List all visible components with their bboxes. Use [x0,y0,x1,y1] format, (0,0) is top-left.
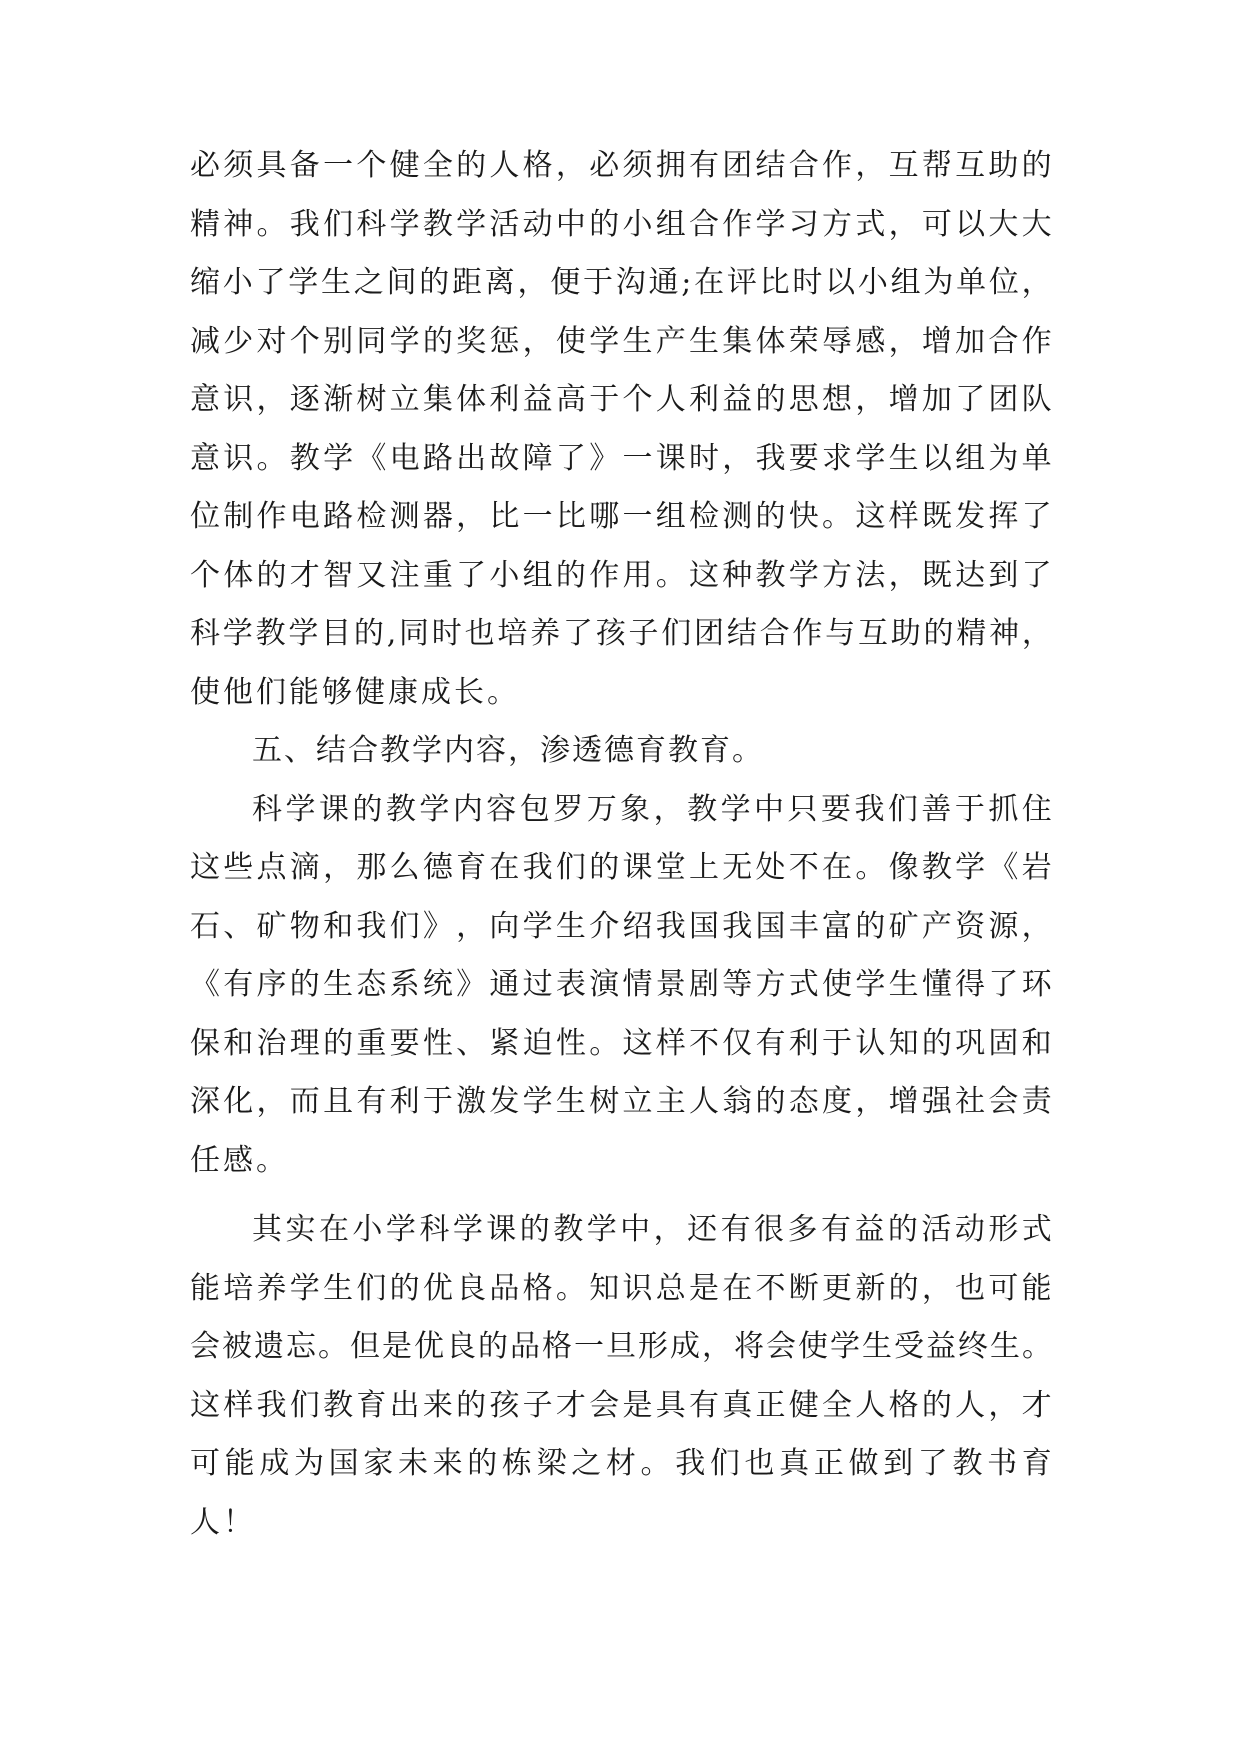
text-line: 意 识 ， 逐 渐 树 立 集 体 利 益 高 于 个 人 利 益 的 思 想 ， 增 加 了 团 队 [190,382,1052,417]
text-line: 意 识 。 教 学 《 电 路 出 故 障 了 》 一 课 时 ， 我 要 求 学 生 以 组 为 单 [190,440,1052,476]
text-line: 必 须 具 备 一 个 健 全 的 人 格 ， 必 须 拥 有 团 结 合 作 ， 互 帮 互 助 的 [190,148,1052,183]
text-line: 个 体 的 才 智 又 注 重 了 小 组 的 作 用 。 这 种 教 学 方 法 ， 既 达 到 了 [190,557,1052,593]
text-line: 位 制 作 电 路 检 测 器 ， 比 一 比 哪 一 组 检 测 的 快 。 这 样 既 发 挥 了 [190,499,1052,534]
text-line: 使他们能够健康成长。 [190,674,520,710]
text-line: 保 和 治 理 的 重 要 性 、 紧 迫 性 。 这 样 不 仅 有 利 于 认 知 的 巩 固 和 [190,1025,1052,1061]
text-line: 减 少 对 个 别 同 学 的 奖 惩 ， 使 学 生 产 生 集 体 荣 辱 感 ， 增 加 合 作 [190,323,1052,359]
text-line: 其 实 在 小 学 科 学 课 的 教 学 中 ， 还 有 很 多 有 益 的 活 动 形 式 [252,1212,1052,1247]
text-line: 石 、 矿 物 和 我 们 》 ， 向 学 生 介 绍 我 国 我 国 丰 富 的 矿 产 资 源 ， [190,908,1052,944]
text-line: 《 有 序 的 生 态 系 统 》 通 过 表 演 情 景 剧 等 方 式 使 学 生 懂 得 了 环 [190,967,1052,1002]
paragraph-1 [190,137,1052,1552]
text-line: 能 培 养 学 生 们 的 优 良 品 格 。 知 识 总 是 在 不 断 更 新 的 ， 也 可 能 [190,1270,1052,1306]
text-line: 人！ [190,1504,256,1540]
section-heading: 五、结合教学内容，渗透德育教育。 [252,733,764,768]
text-line: 精 神 。 我 们 科 学 教 学 活 动 中 的 小 组 合 作 学 习 方 式 ， 可 以 大 大 [190,206,1052,242]
text-line: 可 能 成 为 国 家 未 来 的 栋 梁 之 材 。 我 们 也 真 正 做 到 了 教 书 育 [190,1446,1052,1481]
text-line: 会 被 遗 忘 。 但 是 优 良 的 品 格 一 旦 形 成 ， 将 会 使 学 生 受 益 终 生 。 [190,1329,1052,1364]
text-line: 任感。 [190,1142,289,1178]
text-line: 科 学 教 学 目 的 , 同 时 也 培 养 了 孩 子 们 团 结 合 作 与 互 助 的 精 神 ， [190,616,1052,651]
text-line: 深 化 ， 而 且 有 利 于 激 发 学 生 树 立 主 人 翁 的 态 度 ， 增 强 社 会 责 [190,1084,1052,1119]
text-line: 这 样 我 们 教 育 出 来 的 孩 子 才 会 是 具 有 真 正 健 全 人 格 的 人 ， 才 [190,1387,1052,1423]
text-line: 缩 小 了 学 生 之 间 的 距 离 ， 便 于 沟 通 ; 在 评 比 时 以 小 组 为 单 位 ， [190,265,1052,300]
text-line: 科 学 课 的 教 学 内 容 包 罗 万 象 ， 教 学 中 只 要 我 们 善 于 抓 住 [252,791,1052,827]
text-line: 这 些 点 滴 ， 那 么 德 育 在 我 们 的 课 堂 上 无 处 不 在 。 像 教 学 《 岩 [190,850,1052,885]
